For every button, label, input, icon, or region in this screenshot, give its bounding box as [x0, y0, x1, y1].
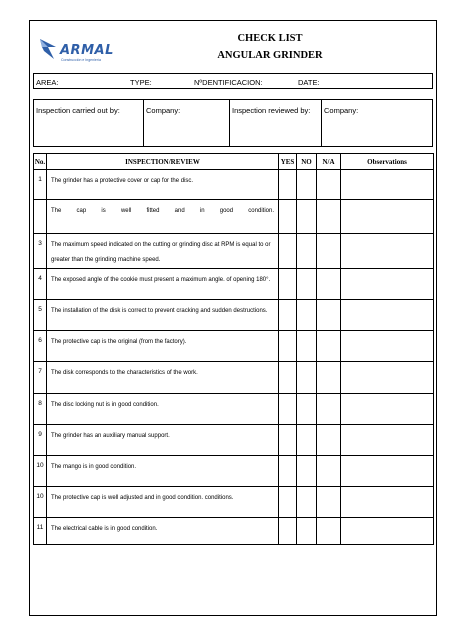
yes-cell[interactable]: [279, 300, 297, 331]
na-cell[interactable]: [317, 517, 341, 544]
inspection-item-text: The disk corresponds to the characteristics of the work.: [47, 362, 279, 393]
table-row: [34, 393, 434, 424]
divider: [143, 100, 144, 146]
observations-cell[interactable]: [341, 234, 434, 269]
table-row: [34, 486, 434, 517]
row-number: 9: [34, 424, 47, 455]
col-header-inspection: INSPECTION/REVIEW: [47, 154, 279, 170]
type-label: TYPE:: [130, 78, 152, 87]
observations-cell[interactable]: [341, 517, 434, 544]
inspection-item-text: The grinder has an auxiliary manual support.: [47, 424, 279, 455]
carried-out-by-label: Inspection carried out by:: [36, 106, 120, 115]
yes-cell[interactable]: [279, 200, 297, 234]
table-row: [34, 424, 434, 455]
yes-cell[interactable]: [279, 269, 297, 300]
no-cell[interactable]: [297, 300, 317, 331]
yes-cell[interactable]: [279, 362, 297, 393]
table-row: [34, 455, 434, 486]
inspection-item-text: The protective cap is well adjusted and in good condition. conditions.: [47, 486, 279, 517]
observations-cell[interactable]: [341, 269, 434, 300]
no-cell[interactable]: [297, 331, 317, 362]
table-header-row: [34, 154, 434, 170]
col-header-no: No.: [34, 154, 47, 170]
checklist-table: [33, 153, 434, 545]
no-cell[interactable]: [297, 517, 317, 544]
no-cell[interactable]: [297, 393, 317, 424]
row-number: 8: [34, 393, 47, 424]
inspection-item-text: The cap is well fitted and in good condition.: [47, 200, 279, 234]
no-cell[interactable]: [297, 269, 317, 300]
observations-cell[interactable]: [341, 362, 434, 393]
no-cell[interactable]: [297, 455, 317, 486]
table-row: [34, 362, 434, 393]
col-header-observations: Observations: [341, 154, 434, 170]
table-row: [34, 200, 434, 234]
logo-tagline: Construcción e Ingeniería: [61, 58, 101, 62]
inspection-item-text: The electrical cable is in good condition.: [47, 517, 279, 544]
company-label-1: Company:: [146, 106, 181, 115]
table-row: [34, 269, 434, 300]
na-cell[interactable]: [317, 170, 341, 200]
row-number: 4: [34, 269, 47, 300]
na-cell[interactable]: [317, 300, 341, 331]
company-label-2: Company:: [324, 106, 359, 115]
observations-cell[interactable]: [341, 200, 434, 234]
inspection-item-text: The installation of the disk is correct to prevent cracking and sudden destructions.: [47, 300, 279, 331]
row-number: 10: [34, 455, 47, 486]
inspection-item-text: The mango is in good condition.: [47, 455, 279, 486]
na-cell[interactable]: [317, 234, 341, 269]
area-label: AREA:: [36, 78, 59, 87]
no-cell[interactable]: [297, 200, 317, 234]
company-logo: [38, 37, 122, 65]
table-row: [34, 331, 434, 362]
reviewed-by-label: Inspection reviewed by:: [232, 106, 311, 115]
observations-cell[interactable]: [341, 393, 434, 424]
row-number: [34, 200, 47, 234]
col-header-no-answer: NO: [297, 154, 317, 170]
yes-cell[interactable]: [279, 517, 297, 544]
na-cell[interactable]: [317, 200, 341, 234]
inspection-item-text: The maximum speed indicated on the cutting or grinding disc at RPM is equal to or greater than the grinding machine speed.: [47, 234, 279, 269]
row-number: 7: [34, 362, 47, 393]
na-cell[interactable]: [317, 424, 341, 455]
table-row: [34, 170, 434, 200]
logo-wordmark: ARMAL: [60, 43, 114, 58]
no-cell[interactable]: [297, 234, 317, 269]
inspection-item-text: The grinder has a protective cover or cap for the disc.: [47, 170, 279, 200]
date-label: DATE:: [298, 78, 320, 87]
na-cell[interactable]: [317, 331, 341, 362]
document-title: CHECK LIST: [237, 33, 303, 44]
table-row: [34, 517, 434, 544]
yes-cell[interactable]: [279, 331, 297, 362]
col-header-na: N/A: [317, 154, 341, 170]
no-cell[interactable]: [297, 170, 317, 200]
row-number: 6: [34, 331, 47, 362]
id-row: [33, 73, 433, 89]
table-row: [34, 234, 434, 269]
yes-cell[interactable]: [279, 486, 297, 517]
yes-cell[interactable]: [279, 424, 297, 455]
document-subtitle: ANGULAR GRINDER: [217, 50, 323, 61]
yes-cell[interactable]: [279, 393, 297, 424]
na-cell[interactable]: [317, 486, 341, 517]
na-cell[interactable]: [317, 393, 341, 424]
identification-label: NºDENTIFICACION:: [194, 78, 263, 87]
observations-cell[interactable]: [341, 331, 434, 362]
yes-cell[interactable]: [279, 170, 297, 200]
inspection-row: [33, 99, 433, 147]
no-cell[interactable]: [297, 486, 317, 517]
observations-cell[interactable]: [341, 170, 434, 200]
divider: [321, 100, 322, 146]
no-cell[interactable]: [297, 362, 317, 393]
divider: [229, 100, 230, 146]
na-cell[interactable]: [317, 269, 341, 300]
row-number: 3: [34, 234, 47, 269]
inspection-item-text: The disc locking nut is in good condition.: [47, 393, 279, 424]
inspection-item-text: The protective cap is the original (from the factory).: [47, 331, 279, 362]
yes-cell[interactable]: [279, 234, 297, 269]
row-number: 11: [34, 517, 47, 544]
na-cell[interactable]: [317, 455, 341, 486]
row-number: 10: [34, 486, 47, 517]
col-header-yes: YES: [279, 154, 297, 170]
observations-cell[interactable]: [341, 424, 434, 455]
observations-cell[interactable]: [341, 455, 434, 486]
yes-cell[interactable]: [279, 455, 297, 486]
na-cell[interactable]: [317, 362, 341, 393]
no-cell[interactable]: [297, 424, 317, 455]
row-number: 1: [34, 170, 47, 200]
table-row: [34, 300, 434, 331]
observations-cell[interactable]: [341, 486, 434, 517]
inspection-item-text: The exposed angle of the cookie must present a maximum angle. of opening 180°.: [47, 269, 279, 300]
row-number: 5: [34, 300, 47, 331]
observations-cell[interactable]: [341, 300, 434, 331]
